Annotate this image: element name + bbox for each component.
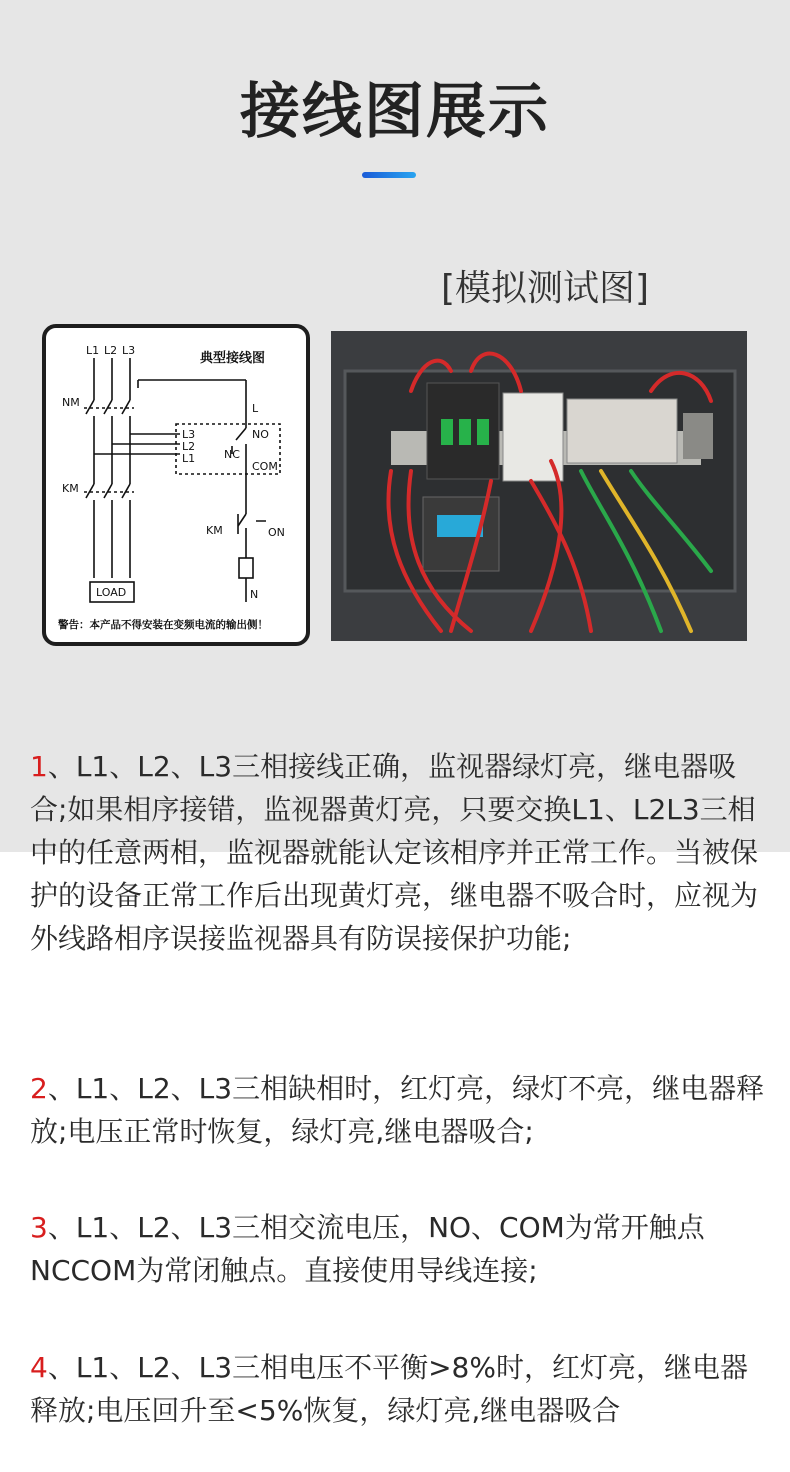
diagram-title: 典型接线图 (200, 351, 266, 366)
item-number: 2 (30, 1072, 48, 1105)
item-number: 3 (30, 1211, 48, 1244)
n-label: N (250, 588, 259, 601)
wiring-diagram-svg (46, 328, 306, 642)
on-label: ON (268, 526, 285, 539)
item-number: 4 (30, 1351, 48, 1384)
description-item-3 (30, 1206, 770, 1292)
diagram-warning: 警告：本产品不得安装在变频电流的输出侧！ (58, 619, 268, 631)
item-text: 、L1、L2、L3三相交流电压，NO、COM为常开触点NCCOM为常闭触点。直接使用导线连接; (30, 1211, 705, 1287)
phase-label-l1: L1 (86, 344, 100, 357)
description-item-2 (30, 1067, 770, 1153)
item-text: 、L1、L2、L3三相接线正确，监视器绿灯亮，继电器吸合;如果相序接错，监视器黄灯亮，只要交换L1、L2L3三相中的任意两相，监视器就能认定该相序并正常工作。当被保护的设备正常工作后出现黄灯亮，继电器不吸合时，应视为外线路相序误接监视器具有防误接保护功能; (30, 750, 759, 955)
no-label: NO (252, 428, 269, 441)
phase-label-l3: L3 (122, 344, 136, 357)
page-title: 接线图展示 (240, 77, 550, 147)
title-underline (362, 172, 416, 178)
terminal-l3: L3 (182, 428, 196, 441)
l-label: L (252, 402, 259, 415)
item-text: 、L1、L2、L3三相缺相时，红灯亮，绿灯不亮，继电器释放;电压正常时恢复，绿灯亮,继电器吸合; (30, 1072, 765, 1148)
com-label: COM (252, 460, 278, 473)
description-item-4 (30, 1346, 770, 1432)
test-panel-illustration (331, 331, 747, 641)
nc-label: NC (224, 448, 240, 461)
test-panel-photo (331, 331, 747, 641)
simulation-caption: [模拟测试图] (440, 268, 650, 309)
nm-label: NM (62, 396, 80, 409)
km-label: KM (62, 482, 79, 495)
load-label: LOAD (96, 586, 127, 599)
item-number: 1 (30, 750, 48, 783)
phase-label-l2: L2 (104, 344, 118, 357)
description-item-1 (30, 745, 770, 960)
item-text: 、L1、L2、L3三相电压不平衡>8%时，红灯亮，继电器释放;电压回升至<5%恢复，绿灯亮,继电器吸合 (30, 1351, 748, 1427)
terminal-l1: L1 (182, 452, 196, 465)
km-on-label: KM (206, 524, 223, 537)
terminal-l2: L2 (182, 440, 196, 453)
wiring-diagram (42, 324, 310, 646)
